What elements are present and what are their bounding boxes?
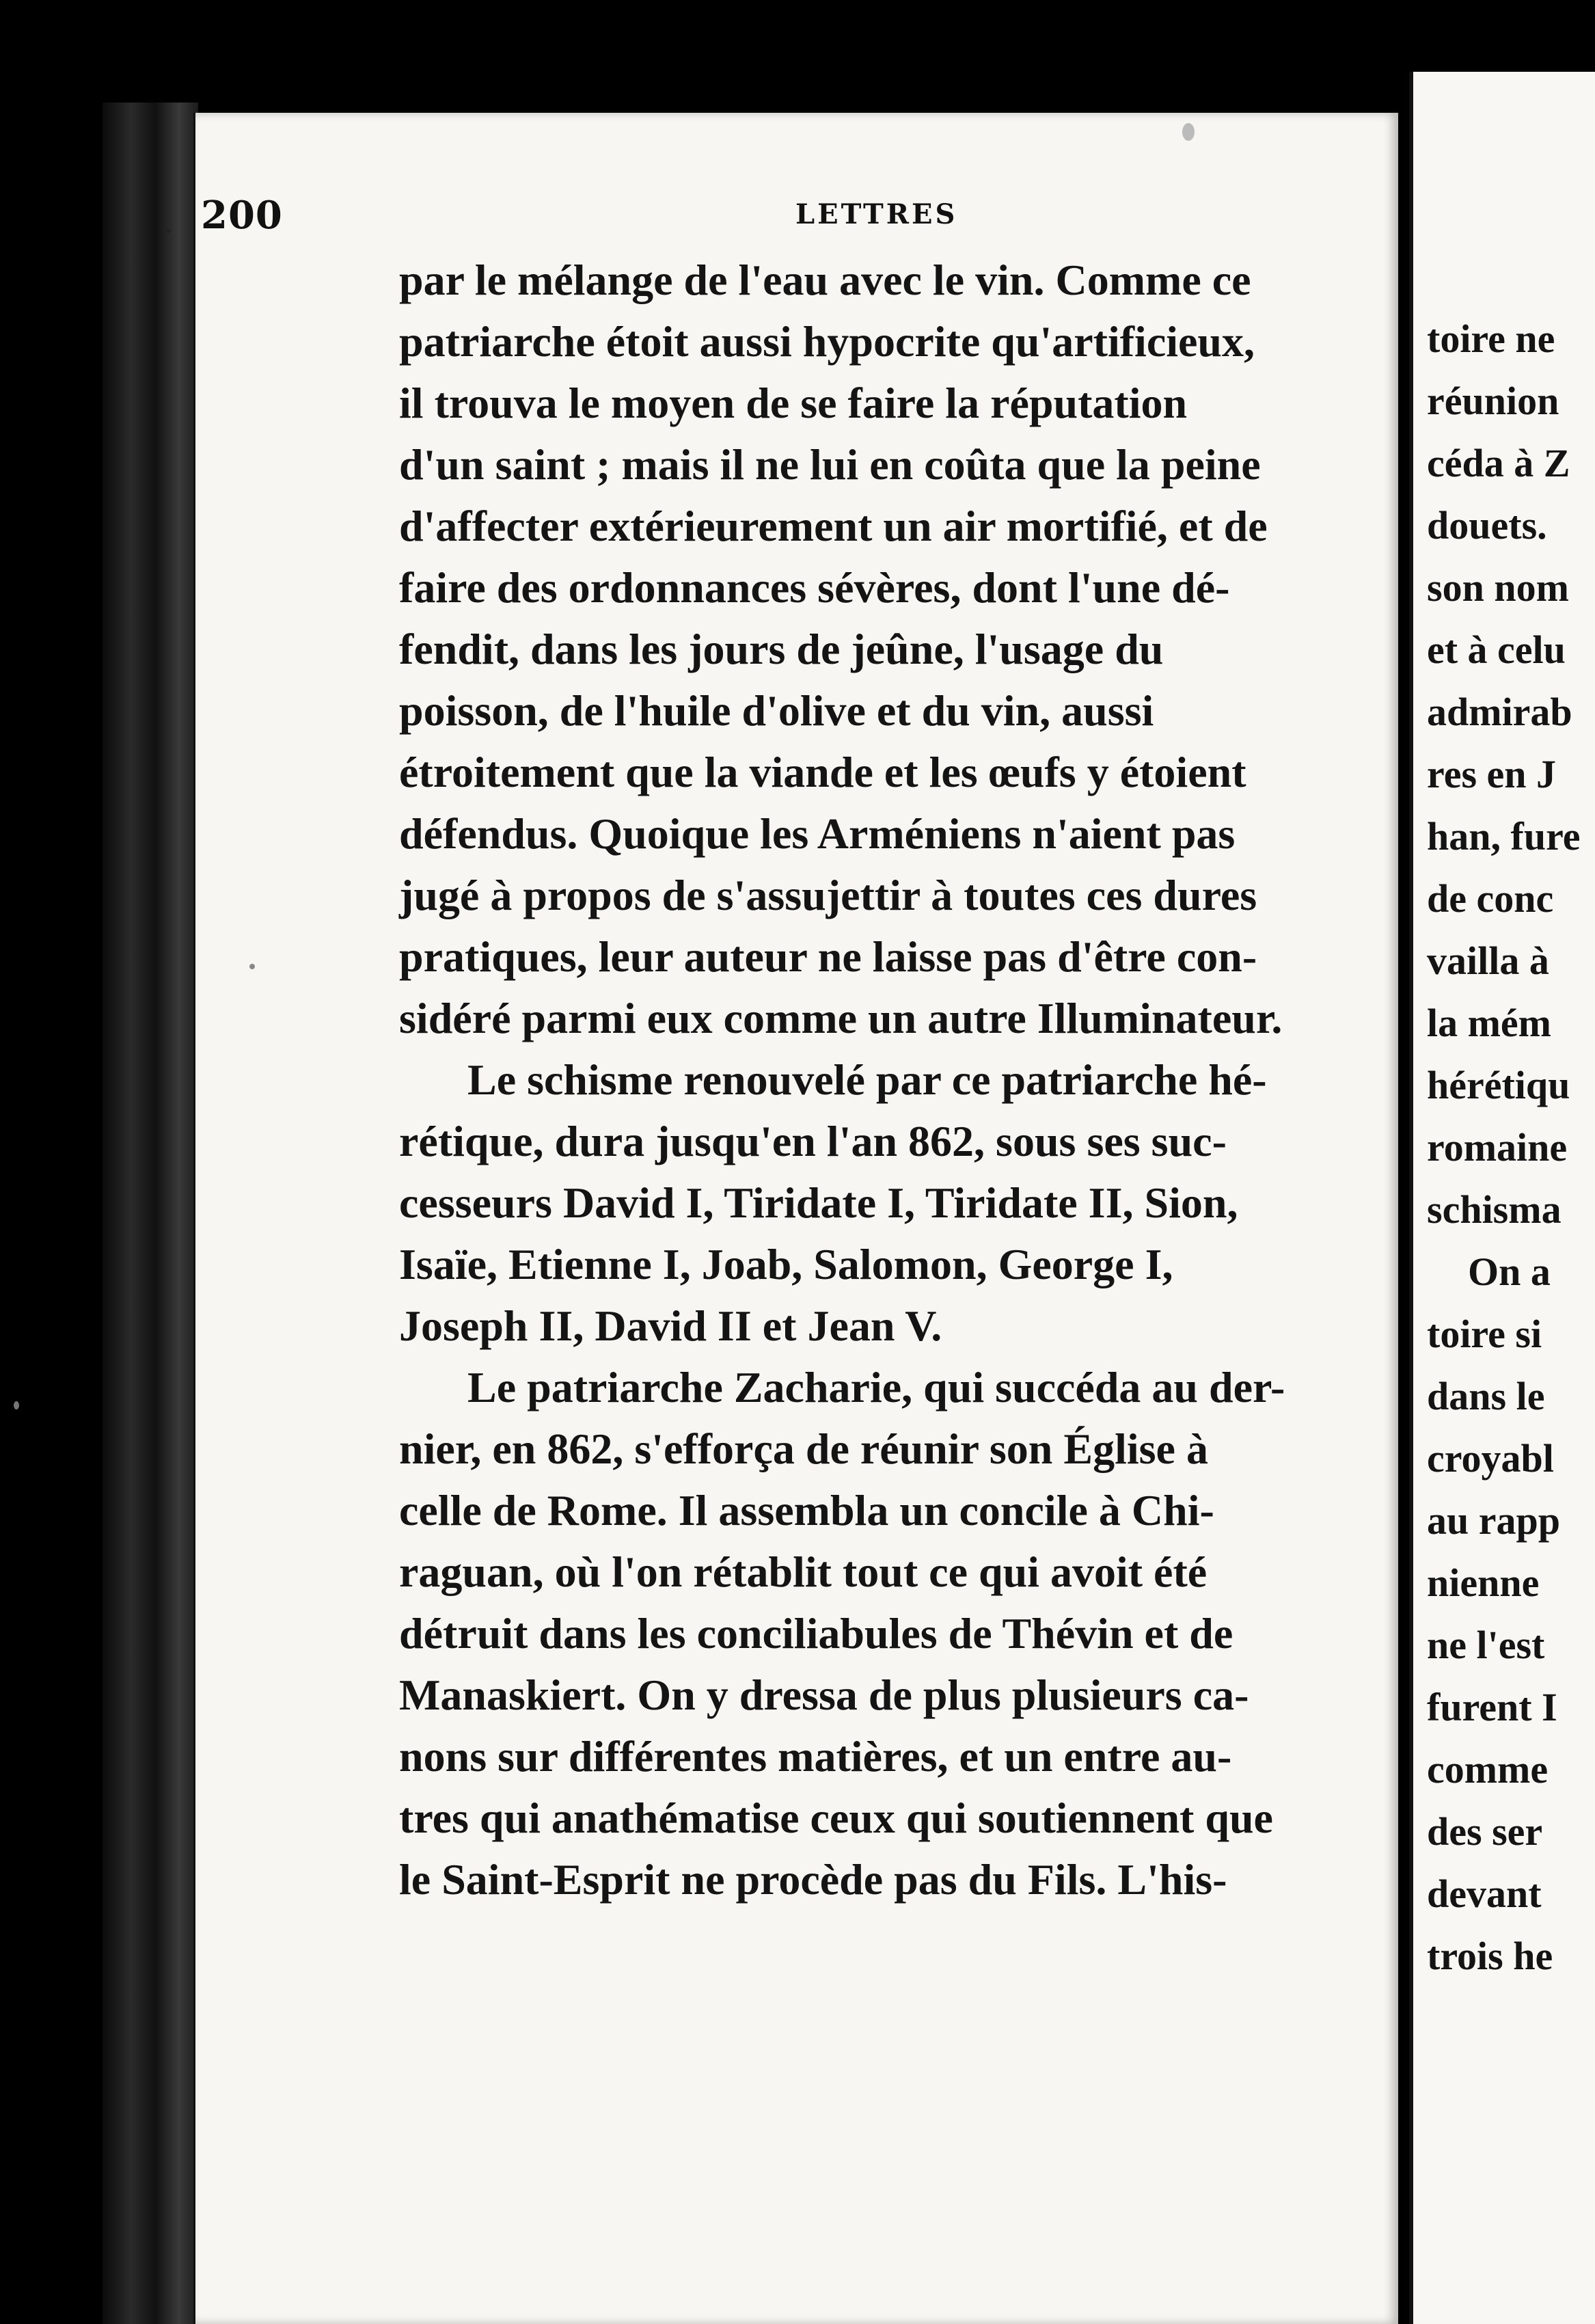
text-line: Joseph II, David II et Jean V. bbox=[399, 1301, 942, 1350]
text-line: furent I bbox=[1427, 1685, 1557, 1729]
text-line: douets. bbox=[1427, 503, 1547, 548]
text-line: faire des ordonnances sévères, dont l'une dé- bbox=[399, 563, 1230, 612]
page-number: 200 bbox=[201, 193, 283, 238]
text-line: rétique, dura jusqu'en l'an 862, sous ses suc- bbox=[399, 1117, 1227, 1165]
text-line: tres qui anathématise ceux qui soutiennent que bbox=[399, 1794, 1273, 1842]
text-line: toire si bbox=[1427, 1312, 1542, 1356]
text-line: de conc bbox=[1427, 876, 1554, 921]
text-line: céda à Z bbox=[1427, 441, 1570, 485]
ink-speck bbox=[14, 1401, 19, 1409]
ink-speck bbox=[249, 964, 255, 969]
text-line: celle de Rome. Il assembla un concile à Chi- bbox=[399, 1486, 1214, 1535]
text-line: admirab bbox=[1427, 690, 1572, 734]
text-line: toire ne bbox=[1427, 316, 1555, 361]
text-line: res en J bbox=[1427, 752, 1557, 796]
text-line: réunion bbox=[1427, 379, 1559, 423]
text-line: détruit dans les conciliabules de Thévin et de bbox=[399, 1609, 1233, 1658]
text-line: pratiques, leur auteur ne laisse pas d'être con- bbox=[399, 932, 1257, 981]
text-line: des ser bbox=[1427, 1809, 1543, 1854]
text-line: ne l'est bbox=[1427, 1623, 1545, 1667]
text-line: défendus. Quoique les Arméniens n'aient pas bbox=[399, 809, 1236, 858]
paragraph-start-line: Le schisme renouvelé par ce patriarche hé- bbox=[467, 1055, 1267, 1104]
page-header bbox=[201, 193, 1390, 242]
text-line: nons sur différentes matières, et un entre au- bbox=[399, 1732, 1232, 1781]
text-line: raguan, où l'on rétablit tout ce qui avoit été bbox=[399, 1548, 1208, 1596]
text-line: nienne bbox=[1427, 1560, 1540, 1605]
text-line: vailla à bbox=[1427, 938, 1549, 983]
text-line: romaine bbox=[1427, 1125, 1568, 1170]
text-line: cesseurs David I, Tiridate I, Tiridate II, Sion, bbox=[399, 1178, 1238, 1227]
text-line: jugé à propos de s'assujettir à toutes ces dures bbox=[399, 871, 1257, 919]
paragraph-start-line: Le patriarche Zacharie, qui succéda au der- bbox=[467, 1363, 1285, 1411]
main-text-block bbox=[399, 249, 1383, 1910]
text-line: étroitement que la viande et les œufs y étoient bbox=[399, 748, 1246, 796]
text-line: devant bbox=[1427, 1872, 1542, 1916]
text-line: et à celu bbox=[1427, 627, 1566, 672]
text-line: le Saint-Esprit ne procède pas du Fils. L'his- bbox=[399, 1855, 1227, 1904]
text-line: Manaskiert. On y dressa de plus plusieurs ca- bbox=[399, 1671, 1249, 1719]
ink-speck bbox=[164, 229, 171, 233]
text-line: au rapp bbox=[1427, 1498, 1561, 1543]
text-line: fendit, dans les jours de jeûne, l'usage du bbox=[399, 625, 1164, 673]
text-line: trois he bbox=[1427, 1934, 1553, 1978]
text-line: par le mélange de l'eau avec le vin. Comme ce bbox=[399, 256, 1251, 304]
text-line: han, fure bbox=[1427, 814, 1581, 859]
book-page-right-partial bbox=[1409, 72, 1595, 2324]
text-line: nier, en 862, s'efforça de réunir son Église à bbox=[399, 1424, 1208, 1473]
text-line: patriarche étoit aussi hypocrite qu'artificieux, bbox=[399, 317, 1255, 366]
text-line: poisson, de l'huile d'olive et du vin, aussi bbox=[399, 686, 1154, 735]
text-line: il trouva le moyen de se faire la réputation bbox=[399, 379, 1188, 427]
book-gutter bbox=[103, 103, 198, 2324]
text-line: croyabl bbox=[1427, 1436, 1554, 1481]
ink-speck bbox=[1182, 123, 1195, 141]
text-line: sidéré parmi eux comme un autre Illuminateur. bbox=[399, 994, 1283, 1042]
text-line: On a bbox=[1468, 1249, 1551, 1294]
text-line: d'un saint ; mais il ne lui en coûta que la peine bbox=[399, 440, 1261, 489]
running-head: LETTRES bbox=[795, 198, 958, 230]
text-line: hérétiqu bbox=[1427, 1063, 1570, 1107]
text-line: la mém bbox=[1427, 1001, 1551, 1045]
text-line: son nom bbox=[1427, 565, 1569, 610]
text-line: Isaïe, Etienne I, Joab, Salomon, George I, bbox=[399, 1240, 1173, 1288]
text-line: schisma bbox=[1427, 1187, 1562, 1232]
text-line: comme bbox=[1427, 1747, 1549, 1792]
text-line: d'affecter extérieurement un air mortifié, et de bbox=[399, 502, 1268, 550]
next-page-text-block bbox=[1427, 308, 1581, 1987]
text-line: dans le bbox=[1427, 1374, 1545, 1418]
